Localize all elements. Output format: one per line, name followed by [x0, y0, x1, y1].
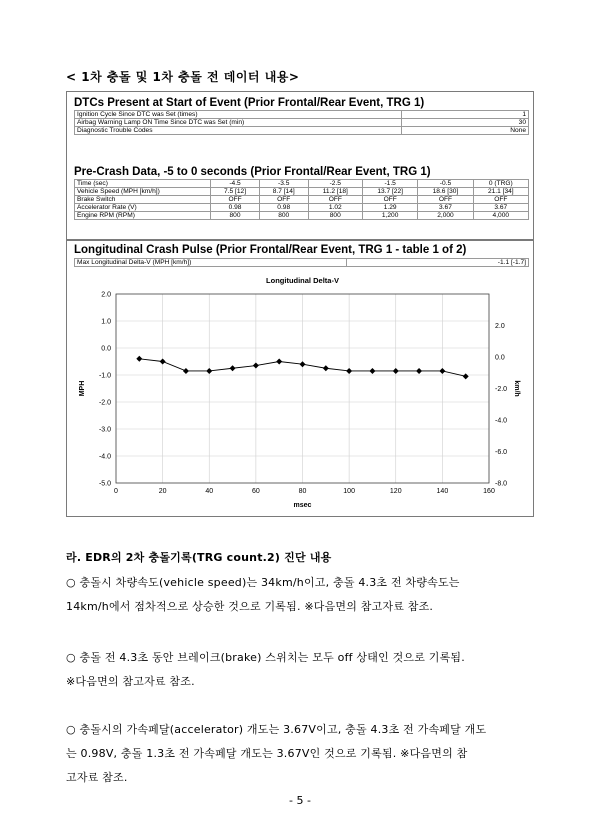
x-tick-label: 20	[158, 488, 167, 495]
y-tick-label: -3.0	[98, 426, 111, 434]
y2-tick-label: -4.0	[495, 417, 508, 425]
table-cell: 13.7 [22]	[363, 188, 418, 196]
y2-tick-label: 2.0	[495, 323, 505, 330]
y2-tick-label: -6.0	[495, 449, 508, 456]
dtc-label: Diagnostic Trouble Codes	[75, 127, 402, 135]
chart-title: Longitudinal Delta-V	[266, 276, 339, 285]
table-row	[75, 111, 529, 119]
y-tick-label: 1.0	[101, 318, 111, 326]
table-cell: -1.5	[363, 180, 418, 188]
table-cell: OFF	[363, 196, 418, 204]
table-row	[75, 119, 529, 127]
table-cell: 0.98	[259, 204, 308, 212]
dtc-label: Airbag Warning Lamp ON Time Since DTC was Set (min)	[75, 119, 402, 127]
y-tick-label: -2.0	[98, 399, 111, 407]
pulse-max-table	[74, 258, 529, 267]
y-axis-label: MPH	[79, 380, 86, 397]
table-cell: 1.02	[308, 204, 362, 212]
crash-pulse-box	[66, 240, 534, 517]
data-point-marker	[416, 368, 422, 374]
y2-tick-label: 0.0	[495, 354, 505, 362]
table-cell: 0 (TRG)	[473, 180, 528, 188]
table-cell: -3.5	[259, 180, 308, 188]
y-tick-label: 0.0	[101, 345, 111, 353]
dtc-table	[74, 110, 529, 135]
row-label: Accelerator Rate (V)	[75, 204, 211, 212]
edr-data-box	[66, 91, 534, 240]
dtc-label: Ignition Cycle Since DTC was Set (times)	[75, 111, 402, 119]
dtc-value: 30	[401, 119, 528, 127]
bullet-2-line-1: ○ 충돌 전 4.3초 동안 브레이크(brake) 스위치는 모두 off 상태인 것으로 기록됨.	[66, 651, 465, 664]
table-cell: 800	[308, 212, 362, 220]
x-tick-label: 120	[389, 488, 402, 495]
row-label: Brake Switch	[75, 196, 211, 204]
data-point-marker	[393, 368, 399, 374]
table-cell: 18.6 [30]	[418, 188, 473, 196]
table-cell: 1,200	[363, 212, 418, 220]
row-label: Time (sec)	[75, 180, 211, 188]
table-row	[75, 180, 529, 188]
section-heading: < 1차 충돌 및 1차 충돌 전 데이터 내용>	[66, 70, 300, 84]
dtc-value: 1	[401, 111, 528, 119]
data-point-marker	[300, 361, 306, 367]
table-cell: 4,000	[473, 212, 528, 220]
data-point-marker	[230, 365, 236, 371]
data-point-marker	[346, 368, 352, 374]
bullet-3-line-3: 고자료 참조.	[66, 771, 128, 784]
y2-tick-label: -2.0	[495, 386, 508, 393]
data-point-marker	[253, 363, 259, 369]
table-row	[75, 188, 529, 196]
data-point-marker	[463, 373, 469, 379]
data-point-marker	[136, 356, 142, 362]
pulse-title: Longitudinal Crash Pulse (Prior Frontal/Rear Event, TRG 1 - table 1 of 2)	[74, 244, 467, 256]
table-row	[75, 212, 529, 220]
data-point-marker	[160, 359, 166, 365]
x-tick-label: 0	[114, 488, 118, 495]
x-tick-label: 60	[251, 488, 260, 495]
table-cell: 3.67	[418, 204, 473, 212]
page-number: - 5 -	[289, 794, 311, 807]
x-tick-label: 40	[205, 488, 214, 495]
data-point-marker	[276, 359, 282, 365]
y2-axis-label: km/h	[513, 380, 520, 397]
y2-tick-label: -8.0	[495, 480, 508, 488]
table-cell: 3.67	[473, 204, 528, 212]
section-title: 라. EDR의 2차 충돌기록(TRG count.2) 진단 내용	[66, 551, 332, 564]
table-cell: OFF	[211, 196, 260, 204]
table-cell: -4.5	[211, 180, 260, 188]
x-tick-label: 80	[298, 488, 307, 495]
x-tick-label: 160	[483, 488, 495, 495]
table-row	[75, 127, 529, 135]
table-row	[75, 204, 529, 212]
y-tick-label: -1.0	[98, 372, 111, 380]
table-cell: 7.5 [12]	[211, 188, 260, 196]
table-cell: 21.1 [34]	[473, 188, 528, 196]
data-point-marker	[183, 368, 189, 374]
table-cell: 8.7 [14]	[259, 188, 308, 196]
table-cell: 800	[259, 212, 308, 220]
table-cell: OFF	[473, 196, 528, 204]
table-cell: 800	[211, 212, 260, 220]
table-cell: 1.29	[363, 204, 418, 212]
table-row	[75, 196, 529, 204]
bullet-1-line-1: ○ 충돌시 차량속도(vehicle speed)는 34km/h이고, 충돌 4.3초 전 차량속도는	[66, 576, 460, 589]
x-tick-label: 140	[436, 488, 449, 495]
table-cell: OFF	[308, 196, 362, 204]
dtc-title: DTCs Present at Start of Event (Prior Frontal/Rear Event, TRG 1)	[74, 97, 425, 109]
bullet-3-line-1: ○ 충돌시의 가속페달(accelerator) 개도는 3.67V이고, 충돌 4.3초 전 가속페달 개도	[66, 723, 487, 736]
table-cell: 0.98	[211, 204, 260, 212]
table-cell: 11.2 [18]	[308, 188, 362, 196]
bullet-2-line-2: ※다음면의 참고자료 참조.	[66, 675, 195, 688]
bullet-3-line-2: 는 0.98V, 충돌 1.3초 전 가속페달 개도는 3.67V인 것으로 기록됨. ※다음면의 참	[66, 747, 468, 760]
table-cell: -0.5	[418, 180, 473, 188]
data-point-marker	[206, 368, 212, 374]
table-cell: OFF	[259, 196, 308, 204]
y-tick-label: -4.0	[98, 453, 111, 461]
y-tick-label: -5.0	[98, 480, 111, 488]
delta-v-chart	[67, 269, 533, 515]
data-point-marker	[439, 368, 445, 374]
precrash-title: Pre-Crash Data, -5 to 0 seconds (Prior Frontal/Rear Event, TRG 1)	[74, 166, 431, 178]
x-axis-label: msec	[293, 502, 312, 509]
precrash-table	[74, 179, 529, 220]
table-cell: OFF	[418, 196, 473, 204]
y-tick-label: 2.0	[101, 291, 111, 299]
table-cell: -2.5	[308, 180, 362, 188]
row-label: Engine RPM (RPM)	[75, 212, 211, 220]
dtc-value: None	[401, 127, 528, 135]
pulse-max-label: Max Longitudinal Delta-V (MPH [km/h])	[75, 259, 347, 267]
pulse-max-value: -1.1 [-1.7]	[347, 259, 529, 267]
data-point-marker	[369, 368, 375, 374]
table-cell: 2,000	[418, 212, 473, 220]
x-tick-label: 100	[343, 488, 355, 495]
data-point-marker	[323, 365, 329, 371]
row-label: Vehicle Speed (MPH [km/h])	[75, 188, 211, 196]
table-row	[75, 259, 529, 267]
bullet-1-line-2: 14km/h에서 점차적으로 상승한 것으로 기록됨. ※다음면의 참고자료 참조.	[66, 600, 434, 613]
